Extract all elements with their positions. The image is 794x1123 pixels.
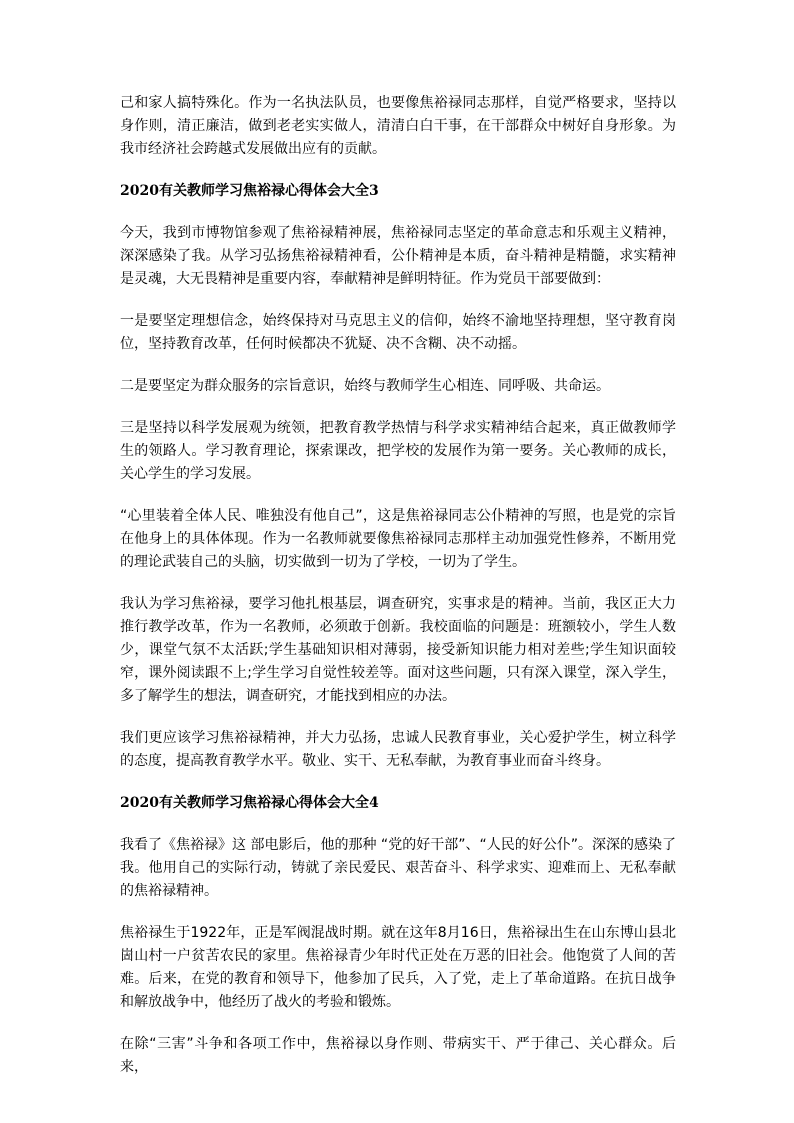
paragraph-2: 今天，我到市博物馆参观了焦裕禄精神展，焦裕禄同志坚定的革命意志和乐观主义精神，深深感染了我。从学习弘扬焦裕禄精神看，公仆精神是本质，奋斗精神是精髓，求实精神是灵魂，大无畏精神是重要内容，奉献精神是鲜明特征。作为党员干部要做到： (120, 225, 676, 287)
paragraph-9: 我看了《焦裕禄》这 部电影后，他的那种 “党的好干部”、“人民的好公仆”。深深的感染了我。他用自己的实际行动，铸就了亲民爱民、艰苦奋斗、科学求实、迎难而上、无私奉献的焦裕禄精神。 (120, 837, 676, 899)
paragraph-7: 我认为学习焦裕禄，要学习他扎根基层，调查研究，实事求是的精神。当前，我区正大力推行教学改革，作为一名教师，必须敢于创新。我校面临的问题是：班额较小，学生人数少，课堂气氛不太活跃;学生基础知识相对薄弱，接受新知识能力相对差些;学生知识面较窄，课外阅读跟不上;学生学习自觉性较差等。面对这些问题，只有深入课堂，深入学生，多了解学生的想法，调查研究，才能找到相应的办法。 (120, 596, 676, 704)
paragraph-5: 三是坚持以科学发展观为统领，把教育教学热情与科学求实精神结合起来，真正做教师学生的领路人。学习教育理论，探索课改，把学校的发展作为第一要务。关心教师的成长，关心学生的学习发展。 (120, 420, 676, 482)
paragraph-3: 一是要坚定理想信念，始终保持对马克思主义的信仰，始终不渝地坚持理想，坚守教育岗位，坚持教育改革，任何时候都决不犹疑、决不含糊、决不动摇。 (120, 313, 676, 352)
paragraph-4: 二是要坚定为群众服务的宗旨意识，始终与教师学生心相连、同呼吸、共命运。 (120, 378, 610, 394)
paragraph-1: 己和家人搞特殊化。作为一名执法队员，也要像焦裕禄同志那样，自觉严格要求，坚持以身作则，清正廉洁，做到老老实实做人，清清白白干事，在干部群众中树好自身形象。为我市经济社会跨越式发展做出应有的贡献。 (120, 95, 676, 157)
section-heading-3: 2020有关教师学习焦裕禄心得体会大全3 (120, 183, 379, 199)
document-page (120, 92, 676, 1098)
paragraph-6: “心里装着全体人民、唯独没有他自己”，这是焦裕禄同志公仆精神的写照，也是党的宗旨在他身上的具体体现。作为一名教师就要像焦裕禄同志那样主动加强党性修养，不断用党的理论武装自己的头脑，切实做到一切为了学校，一切为了学生。 (120, 508, 676, 570)
paragraph-10: 焦裕禄生于1922年，正是军阀混战时期。就在这年8月16日，焦裕禄出生在山东博山县北崮山村一户贫苦农民的家里。焦裕禄青少年时代正处在万恶的旧社会。他饱赏了人间的苦难。后来，在党的教育和领导下，他参加了民兵，入了党，走上了革命道路。在抗日战争和解放战争中，他经历了战火的考验和锻炼。 (120, 925, 676, 1010)
paragraph-11: 在除“三害”斗争和各项工作中，焦裕禄以身作则、带病实干、严于律己、关心群众。后来， (120, 1036, 676, 1075)
paragraph-8: 我们更应该学习焦裕禄精神，并大力弘扬，忠诚人民教育事业，关心爱护学生，树立科学的态度，提高教育教学水平。敬业、实干、无私奉献，为教育事业而奋斗终身。 (120, 730, 676, 769)
section-heading-4: 2020有关教师学习焦裕禄心得体会大全4 (120, 795, 379, 811)
